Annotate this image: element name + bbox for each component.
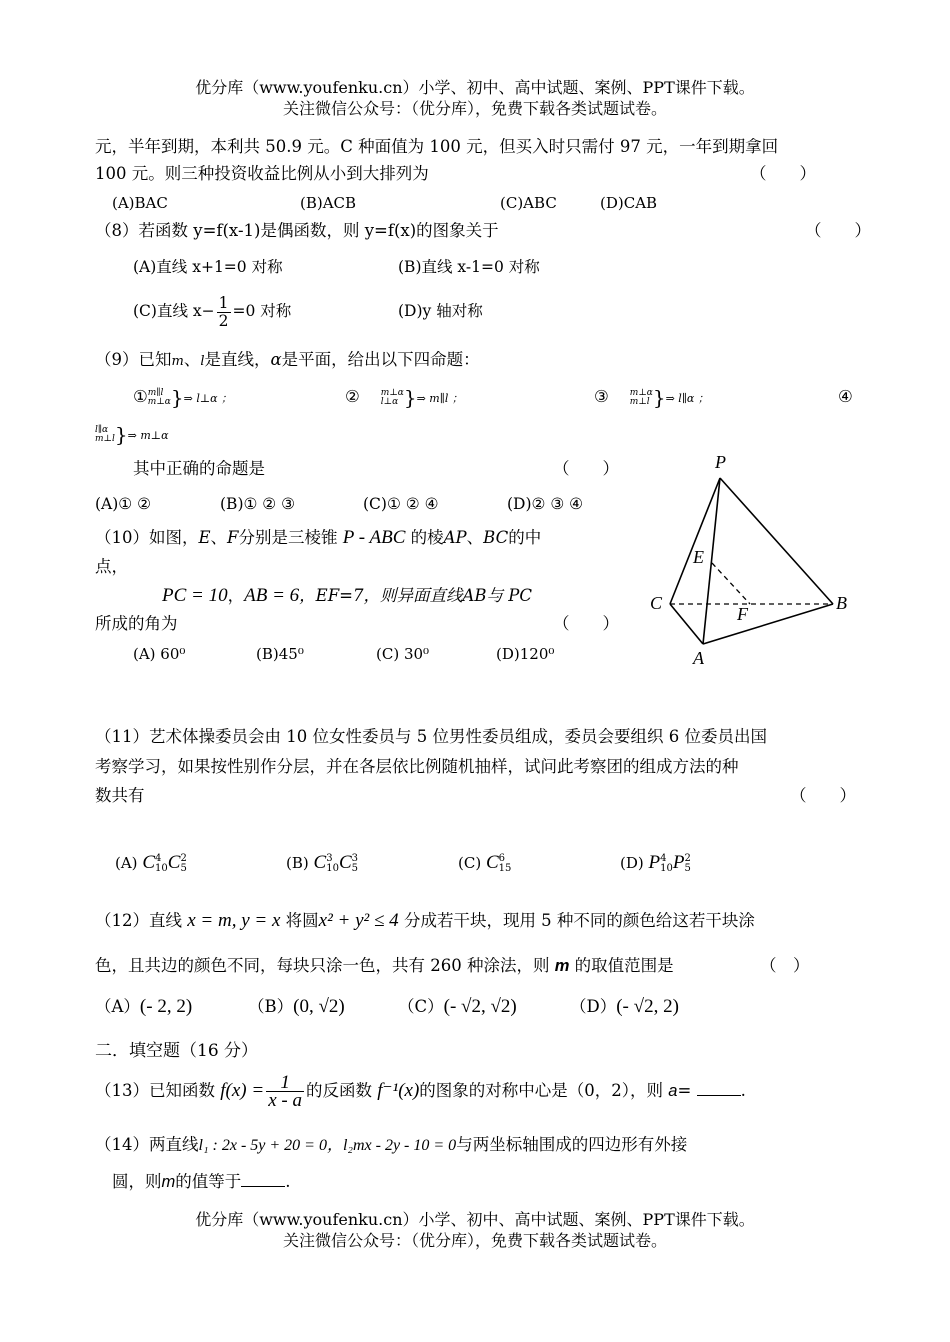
q9-stem bbox=[95, 349, 480, 373]
sup: 4 bbox=[155, 853, 162, 864]
q8-option-c-text: (C)直线 x− bbox=[133, 302, 215, 320]
option-label: （B） bbox=[248, 997, 294, 1016]
q13-var-a: a bbox=[668, 1082, 678, 1100]
q10-line-4: 所成的角为 bbox=[95, 614, 178, 633]
q13-line bbox=[95, 1073, 746, 1109]
q10-edge-ap: AP bbox=[443, 528, 467, 547]
option-value: (- √2, 2) bbox=[616, 996, 679, 1017]
option-value: (- 2, 2) bbox=[139, 996, 193, 1017]
label-c: C bbox=[650, 593, 663, 613]
q7-answer-paren: （ ） bbox=[750, 164, 816, 183]
circled-2: ② bbox=[345, 387, 360, 406]
q12-circle: x² + y² ≤ 4 bbox=[318, 910, 399, 931]
perm-p: P bbox=[648, 852, 661, 873]
q9-option-d: (D)② ③ ④ bbox=[507, 495, 584, 513]
q10-skew-lines: AB与 PC bbox=[462, 586, 532, 605]
q14-var-m: m bbox=[161, 1173, 176, 1191]
q10-text: （10）如图， bbox=[95, 528, 199, 547]
edge-ca bbox=[670, 604, 703, 644]
q7-option-b: (B)ACB bbox=[300, 194, 357, 212]
condition-bottom: m⊥l bbox=[95, 433, 115, 444]
edge-pc bbox=[670, 478, 720, 604]
circled-1: ① bbox=[133, 387, 148, 406]
q9-proposition-1 bbox=[133, 386, 232, 410]
q13-text: （13）已知函数 bbox=[95, 1081, 215, 1100]
q14-line-2 bbox=[112, 1171, 291, 1193]
label-b: B bbox=[836, 593, 847, 613]
q10-ab-length: AB = 6 bbox=[244, 585, 300, 606]
sub: 10 bbox=[326, 863, 339, 874]
sub: 10 bbox=[155, 863, 168, 874]
q12-option-a bbox=[95, 996, 192, 1018]
q13-end: . bbox=[740, 1081, 746, 1100]
q10-option-d: (D)120⁰ bbox=[496, 645, 555, 663]
brace-icon: } bbox=[114, 422, 128, 447]
q10-sep-2: 、 bbox=[466, 528, 484, 547]
option-label: (A) bbox=[115, 854, 138, 872]
option-value: (- √2, √2) bbox=[443, 996, 517, 1017]
sub: 15 bbox=[498, 863, 512, 874]
q9-p4-conclusion: ⇒ m⊥α bbox=[127, 429, 169, 442]
q12-option-c bbox=[398, 996, 517, 1018]
q9-proposition-2 bbox=[345, 386, 463, 410]
q8-option-c-fraction bbox=[217, 295, 231, 330]
comb-c: C bbox=[313, 852, 327, 873]
q7-option-d: (D)CAB bbox=[600, 194, 658, 212]
q11-option-a bbox=[115, 852, 187, 874]
condition-bottom: l⊥α bbox=[380, 396, 399, 407]
q11-option-c bbox=[458, 852, 511, 874]
q14-lines: l₁ : 2x - 5y + 20 = 0，l₂mx - 2y - 10 = 0 bbox=[198, 1137, 457, 1154]
perm-p-2: P bbox=[672, 852, 685, 873]
section-2-title: 二．填空题（16 分） bbox=[95, 1041, 259, 1061]
q9-p1-conditions bbox=[148, 389, 171, 407]
q10-option-b: (B)45⁰ bbox=[256, 645, 304, 663]
q10-point-e: E bbox=[198, 528, 211, 547]
q9-p3-conditions bbox=[630, 389, 653, 407]
q12-line-2 bbox=[95, 955, 674, 977]
option-label: （C） bbox=[398, 997, 444, 1016]
sup: 6 bbox=[498, 853, 506, 864]
q10-text-mid2: 的棱 bbox=[410, 528, 444, 547]
q12-option-d bbox=[570, 996, 679, 1018]
circled-3: ③ bbox=[594, 387, 609, 406]
q12-option-b bbox=[248, 996, 345, 1018]
option-label: (B) bbox=[286, 854, 309, 872]
sub: 10 bbox=[660, 863, 673, 874]
q12-line-1 bbox=[95, 910, 755, 932]
fraction-numerator: 1 bbox=[218, 293, 229, 312]
q12-var-m: m bbox=[554, 957, 570, 975]
q9-p1-conclusion: ⇒ l⊥α ； bbox=[183, 392, 233, 405]
sup: 3 bbox=[326, 853, 333, 864]
condition-top: l∥α bbox=[95, 424, 109, 435]
q10-point-f: F bbox=[227, 528, 239, 547]
q9-stem-mid: 是直线， bbox=[204, 350, 271, 369]
condition-top: m⊥α bbox=[629, 387, 653, 398]
q12-lines: x = m, y = x bbox=[187, 910, 281, 931]
q8-option-c-text-end: =0 对称 bbox=[232, 302, 292, 320]
q12-text-2-end: 的取值范围是 bbox=[574, 956, 674, 975]
brace-icon: } bbox=[403, 385, 417, 410]
q14-text-2-post: 的值等于 bbox=[175, 1172, 242, 1191]
label-a: A bbox=[693, 648, 704, 668]
option-label: (D) bbox=[620, 854, 644, 872]
label-p: P bbox=[715, 452, 726, 472]
q13-text-post: 的图象的对称中心是（0，2），则 bbox=[419, 1081, 664, 1100]
comb-c: C bbox=[485, 852, 499, 873]
sup: 2 bbox=[684, 853, 691, 864]
q11-answer-paren: （ ） bbox=[790, 786, 856, 805]
q14-end: . bbox=[285, 1172, 291, 1191]
q12-text-2: 色，且共边的颜色不同，每块只涂一色，共有 260 种涂法，则 bbox=[95, 956, 550, 975]
option-label: (C) bbox=[458, 854, 482, 872]
q9-proposition-3 bbox=[594, 386, 709, 410]
sub: 5 bbox=[684, 863, 691, 874]
fraction-denominator: 2 bbox=[218, 311, 229, 330]
q11-option-d bbox=[620, 852, 691, 874]
q8-option-b: (B)直线 x-1=0 对称 bbox=[398, 258, 540, 276]
q10-text-end: 的中 bbox=[508, 528, 542, 547]
header-line-2: 关注微信公众号：（优分库），免费下载各类试题试卷。 bbox=[282, 99, 667, 118]
q9-correct-prompt: 其中正确的命题是 bbox=[133, 459, 265, 478]
q9-option-c: (C)① ② ④ bbox=[363, 495, 439, 513]
sup: 3 bbox=[351, 853, 358, 864]
q10-edge-bc: BC bbox=[483, 528, 509, 547]
label-e: E bbox=[693, 547, 704, 567]
fraction-numerator: 1 bbox=[266, 1074, 304, 1092]
q10-tetrahedron: P - ABC bbox=[342, 527, 406, 548]
fraction-denominator: x - a bbox=[268, 1090, 302, 1111]
q10-line-3 bbox=[162, 585, 532, 607]
q11-line-2: 考察学习，如果按性别作分层，并在各层依比例随机抽样，试问此考察团的组成方法的种 bbox=[95, 757, 739, 776]
q11-line-1: （11）艺术体操委员会由 10 位女性委员与 5 位男性委员组成，委员会要组织 6 位委员出国 bbox=[95, 727, 767, 746]
q8-option-a: (A)直线 x+1=0 对称 bbox=[133, 258, 283, 276]
sub: 5 bbox=[351, 863, 358, 874]
q10-option-a: (A) 60⁰ bbox=[133, 645, 186, 663]
edge-pb bbox=[720, 478, 833, 604]
q11-line-3: 数共有 bbox=[95, 786, 145, 805]
option-label: （A） bbox=[95, 997, 140, 1016]
q9-stem-post: 是平面，给出以下四命题： bbox=[281, 350, 480, 369]
tetrahedron-figure bbox=[640, 445, 900, 675]
q10-pc-length: PC = 10 bbox=[162, 585, 228, 606]
q13-function: f(x) = bbox=[220, 1080, 265, 1101]
condition-top: m∥l bbox=[147, 387, 164, 398]
q8-answer-paren: （ ） bbox=[805, 221, 871, 240]
q10-line-2: 点， bbox=[95, 557, 128, 576]
q10-line-1 bbox=[95, 527, 541, 549]
sup: 4 bbox=[660, 853, 667, 864]
comb-c-2: C bbox=[167, 852, 181, 873]
q9-answer-paren: （ ） bbox=[553, 459, 619, 478]
q12-text-mid: 将圆 bbox=[285, 911, 319, 930]
q13-fraction bbox=[266, 1074, 304, 1109]
q10-text-mid: 分别是三棱锥 bbox=[238, 528, 338, 547]
q8-option-c bbox=[133, 293, 291, 330]
brace-icon: } bbox=[652, 385, 666, 410]
edge-pa bbox=[703, 478, 720, 644]
footer-line-2: 关注微信公众号：（优分库），免费下载各类试题试卷。 bbox=[282, 1231, 667, 1250]
comb-c-2: C bbox=[338, 852, 352, 873]
q7-line-1: 元，半年到期，本利共 50.9 元。C 种面值为 100 元，但买入时只需付 97 元，一年到期拿回 bbox=[95, 137, 779, 156]
q9-p2-conclusion: ⇒ m∥l ； bbox=[416, 392, 463, 405]
q8-stem: （8）若函数 y=f(x-1)是偶函数，则 y=f(x)的图象关于 bbox=[95, 221, 499, 240]
q12-text-end: 分成若干块，现用 5 种不同的颜色给这若干块涂 bbox=[403, 911, 755, 930]
q9-proposition-4-label: ④ bbox=[838, 387, 853, 406]
q10-answer-paren: （ ） bbox=[553, 614, 619, 633]
q13-answer-blank[interactable] bbox=[697, 1081, 741, 1096]
q7-option-c: (C)ABC bbox=[500, 194, 557, 212]
q9-sep: 、 bbox=[183, 350, 201, 369]
footer-line-1: 优分库（www.youfenku.cn）小学、初中、高中试题、案例、PPT课件下载。 bbox=[195, 1210, 755, 1229]
q9-stem-pre: （9）已知 bbox=[95, 350, 172, 369]
option-value: (0, √2) bbox=[293, 996, 345, 1017]
q10-option-c: (C) 30⁰ bbox=[376, 645, 430, 663]
q9-p2-conditions bbox=[381, 389, 404, 407]
sup: 2 bbox=[180, 853, 187, 864]
brace-icon: } bbox=[170, 385, 184, 410]
q9-p3-conclusion: ⇒ l∥α ； bbox=[665, 392, 709, 405]
q14-line-1 bbox=[95, 1134, 687, 1157]
q13-eq: = bbox=[677, 1081, 692, 1100]
q10-sep: 、 bbox=[210, 528, 228, 547]
q10-comma: ， bbox=[227, 586, 245, 605]
q14-text-2: 圆，则 bbox=[112, 1172, 162, 1191]
q14-answer-blank[interactable] bbox=[241, 1172, 285, 1187]
q9-option-b: (B)① ② ③ bbox=[220, 495, 296, 513]
option-label: （D） bbox=[570, 997, 617, 1016]
comb-c: C bbox=[142, 852, 156, 873]
condition-top: m⊥α bbox=[380, 387, 404, 398]
edge-ab bbox=[703, 604, 833, 644]
q7-option-a: (A)BAC bbox=[112, 194, 168, 212]
q13-text-mid: 的反函数 bbox=[305, 1081, 372, 1100]
label-f: F bbox=[737, 604, 748, 624]
q9-var-l: l bbox=[200, 354, 205, 369]
condition-bottom: m⊥l bbox=[629, 396, 650, 407]
q12-answer-paren: （ ） bbox=[760, 956, 810, 975]
q9-p4-conditions bbox=[95, 426, 115, 444]
q14-text: （14）两直线 bbox=[95, 1135, 199, 1154]
q9-var-m: m bbox=[171, 354, 184, 369]
condition-bottom: m⊥α bbox=[147, 396, 171, 407]
sub: 5 bbox=[180, 863, 187, 874]
q9-var-alpha: α bbox=[270, 350, 282, 369]
q12-text: （12）直线 bbox=[95, 911, 182, 930]
segment-ef bbox=[712, 563, 750, 604]
q9-option-a: (A)① ② bbox=[95, 495, 152, 513]
q10-ef-text: ，EF=7，则异面直线 bbox=[299, 586, 463, 605]
q11-option-b bbox=[286, 852, 358, 874]
q9-proposition-4 bbox=[95, 423, 169, 447]
q8-option-d: (D)y 轴对称 bbox=[398, 302, 483, 320]
header-line-1: 优分库（www.youfenku.cn）小学、初中、高中试题、案例、PPT课件下载。 bbox=[195, 78, 755, 97]
q13-inverse: f⁻¹(x) bbox=[377, 1080, 420, 1101]
q14-text-post: 与两坐标轴围成的四边形有外接 bbox=[456, 1135, 688, 1154]
q7-line-2: 100 元。则三种投资收益比例从小到大排列为 bbox=[95, 164, 429, 183]
